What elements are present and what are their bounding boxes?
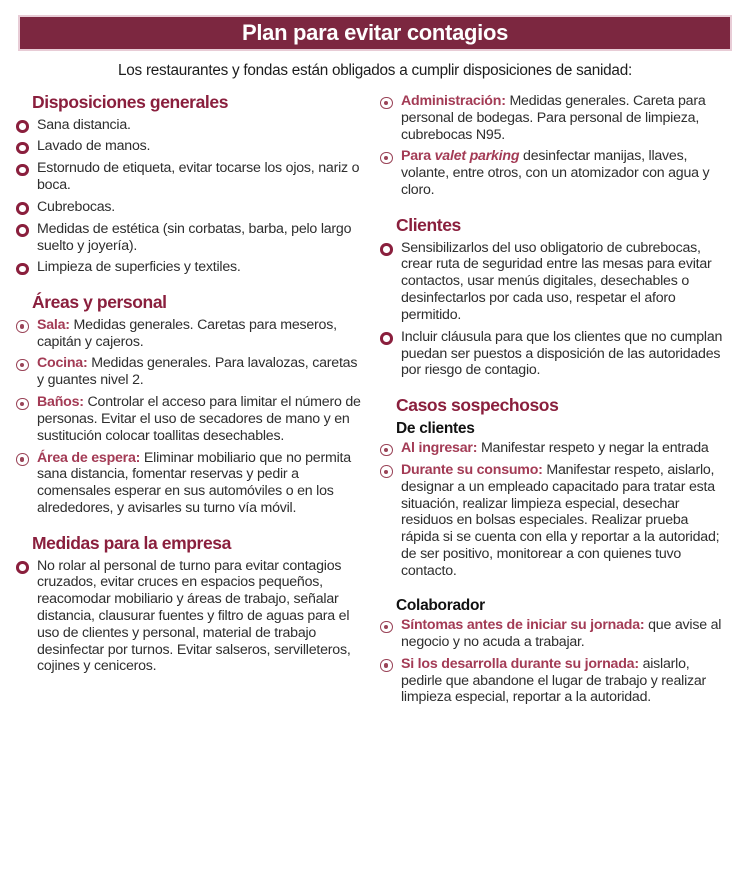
subtitle: Los restaurantes y fondas están obligados a cumplir disposiciones de sanidad:	[118, 62, 632, 79]
bullet-list	[16, 317, 362, 517]
bullseye-bullet-icon	[380, 465, 393, 478]
ring-bullet-icon	[16, 142, 29, 155]
ring-bullet-icon	[16, 224, 29, 237]
list-item	[380, 148, 724, 198]
ring-bullet-icon	[16, 263, 29, 276]
ring-bullet-icon	[380, 243, 393, 256]
list-item	[16, 558, 362, 676]
section-casos-sospechosos	[380, 396, 724, 580]
list-item	[16, 450, 362, 517]
section-heading-medidas-para-la-empresa: Medidas para la empresa	[32, 532, 231, 553]
list-item	[380, 240, 724, 324]
list-item-text: Incluir cláusula para que los clientes que no cumplan puedan ser puestos a disposición de las autoridades por riesgo de contagio.	[401, 328, 723, 379]
bullseye-bullet-icon	[16, 453, 29, 466]
list-item	[380, 93, 724, 143]
section-subheading-de-clientes: De clientes	[396, 419, 475, 437]
list-item-lead-italic: valet parking	[434, 148, 520, 165]
list-item	[16, 221, 362, 255]
section-heading-clientes: Clientes	[396, 214, 461, 235]
list-item-text: Controlar el acceso para limitar el número de personas. Evitar el uso de secadores de mano y en sustitución colocar toallitas desechables.	[37, 394, 361, 444]
list-item-text: Medidas generales. Careta para personal de bodegas. Para personal de limpieza, cubrebocas N95.	[401, 93, 706, 143]
page-title: Plan para evitar contagios	[241, 20, 509, 45]
bullseye-bullet-icon	[380, 152, 393, 165]
list-item	[16, 394, 362, 444]
bullet-list	[380, 617, 724, 706]
list-item-lead: Durante su consumo:	[401, 461, 543, 478]
ring-bullet-icon	[16, 164, 29, 177]
ring-bullet-icon	[380, 332, 393, 345]
list-item-text: Medidas de estética (sin corbatas, barba, pelo largo suelto y joyería).	[37, 220, 352, 254]
title-bar	[18, 15, 732, 51]
list-item-text: Medidas generales. Para lavalozas, caretas y guantes nivel 2.	[37, 355, 358, 389]
bullseye-bullet-icon	[16, 359, 29, 372]
list-item-lead: Síntomas antes de iniciar su jornada:	[401, 617, 645, 634]
section-subheading-colaborador: Colaborador	[396, 596, 485, 614]
list-item-text: Sana distancia.	[37, 116, 131, 133]
left-column	[16, 93, 370, 675]
list-item-lead: Al ingresar:	[401, 440, 478, 457]
list-item-text: Cubrebocas.	[37, 198, 116, 215]
list-item	[380, 440, 724, 457]
list-item-text: Manifestar respeto y negar la entrada	[480, 440, 709, 457]
section-heading-casos-sospechosos: Casos sospechosos	[396, 395, 559, 416]
list-item-text: Medidas generales. Caretas para meseros, capitán y cajeros.	[37, 316, 337, 350]
list-item-lead: Baños:	[37, 394, 84, 411]
bullseye-bullet-icon	[16, 320, 29, 333]
list-item-text: Eliminar mobiliario que no permita sana distancia, fomentar reservas y pedir a comensales esperar en sus automóviles o en los alrededores, y avisarles su turno vía móvil.	[37, 449, 351, 517]
section-heading-disposiciones-generales: Disposiciones generales	[32, 92, 229, 112]
section-heading-areas-y-personal: Áreas y personal	[32, 292, 167, 313]
bullet-list	[380, 240, 724, 380]
list-item-text: Sensibilizarlos del uso obligatorio de cubrebocas, crear ruta de seguridad entre las mesas para evitar contactos, usar menús digitales, desechables o desinfectarlos por cada uso, respetar el aforo permitido.	[401, 239, 712, 323]
bullet-list	[16, 117, 362, 277]
section-colaborador	[380, 597, 724, 707]
list-item-lead: Sala:	[37, 316, 70, 333]
bullet-list	[16, 558, 362, 676]
bullseye-bullet-icon	[16, 398, 29, 411]
bullseye-bullet-icon	[380, 659, 393, 672]
list-item-text: desinfectar manijas, llaves, volante, entre otros, con un atomizador con agua y cloro.	[401, 148, 710, 199]
list-item	[16, 199, 362, 216]
section-medidas-para-la-empresa	[16, 534, 362, 675]
list-item-text: Estornudo de etiqueta, evitar tocarse los ojos, nariz o boca.	[37, 160, 360, 194]
right-column	[370, 93, 724, 706]
list-item-text: que avise al negocio y no acuda a trabajar.	[401, 617, 722, 650]
ring-bullet-icon	[16, 561, 29, 574]
list-item	[16, 117, 362, 134]
list-item-text: No rolar al personal de turno para evitar contagios cruzados, evitar cruces en espacios pequeños, reacomodar mobiliario y áreas de trabajo, señalar distancia, clausurar fuentes y filtro de aguas para el uso de clientes y personal, material de trabajo desinfectar por turnos. Evitar salseros, servilleteros, cojines y ceniceros.	[37, 557, 351, 675]
bullseye-bullet-icon	[380, 621, 393, 634]
section-item	[380, 93, 724, 199]
list-item	[380, 329, 724, 379]
section-disposiciones-generales	[16, 93, 362, 276]
list-item	[380, 656, 724, 706]
bullet-list	[380, 440, 724, 580]
list-item-lead: Administración:	[401, 93, 506, 109]
list-item	[16, 259, 362, 276]
list-item-lead: Cocina:	[37, 355, 88, 372]
list-item-text: Lavado de manos.	[37, 138, 151, 155]
list-item-text: aislarlo, pedirle que abandone el lugar de trabajo y realizar limpieza especial, reportar a la autoridad.	[401, 655, 707, 706]
section-areas-y-personal	[16, 293, 362, 517]
list-item	[380, 462, 724, 580]
list-item-lead: Área de espera:	[37, 449, 141, 466]
list-item	[16, 160, 362, 194]
section-clientes	[380, 216, 724, 379]
ring-bullet-icon	[16, 202, 29, 215]
infographic-poster	[0, 15, 750, 875]
list-item	[16, 317, 362, 351]
list-item	[380, 617, 724, 651]
bullet-list	[380, 93, 724, 199]
list-item-text: Manifestar respeto, aislarlo, designar a un empleado capacitado para tratar esta situación, realizar limpieza especial, desechar residuos en bolsas especiales. Realizar prueba rápida si se cuenta con ella y reportar a la autoridad; de ser positivo, monitorear a con quienes tuvo contacto.	[401, 461, 720, 579]
list-item	[16, 355, 362, 389]
columns-container	[16, 93, 734, 706]
ring-bullet-icon	[16, 120, 29, 133]
list-item-lead: Para	[401, 148, 431, 165]
list-item-text: Limpieza de superficies y textiles.	[37, 259, 241, 276]
bullseye-bullet-icon	[380, 444, 393, 457]
bullseye-bullet-icon	[380, 97, 393, 110]
list-item	[16, 138, 362, 155]
list-item-lead: Si los desarrolla durante su jornada:	[401, 655, 639, 672]
